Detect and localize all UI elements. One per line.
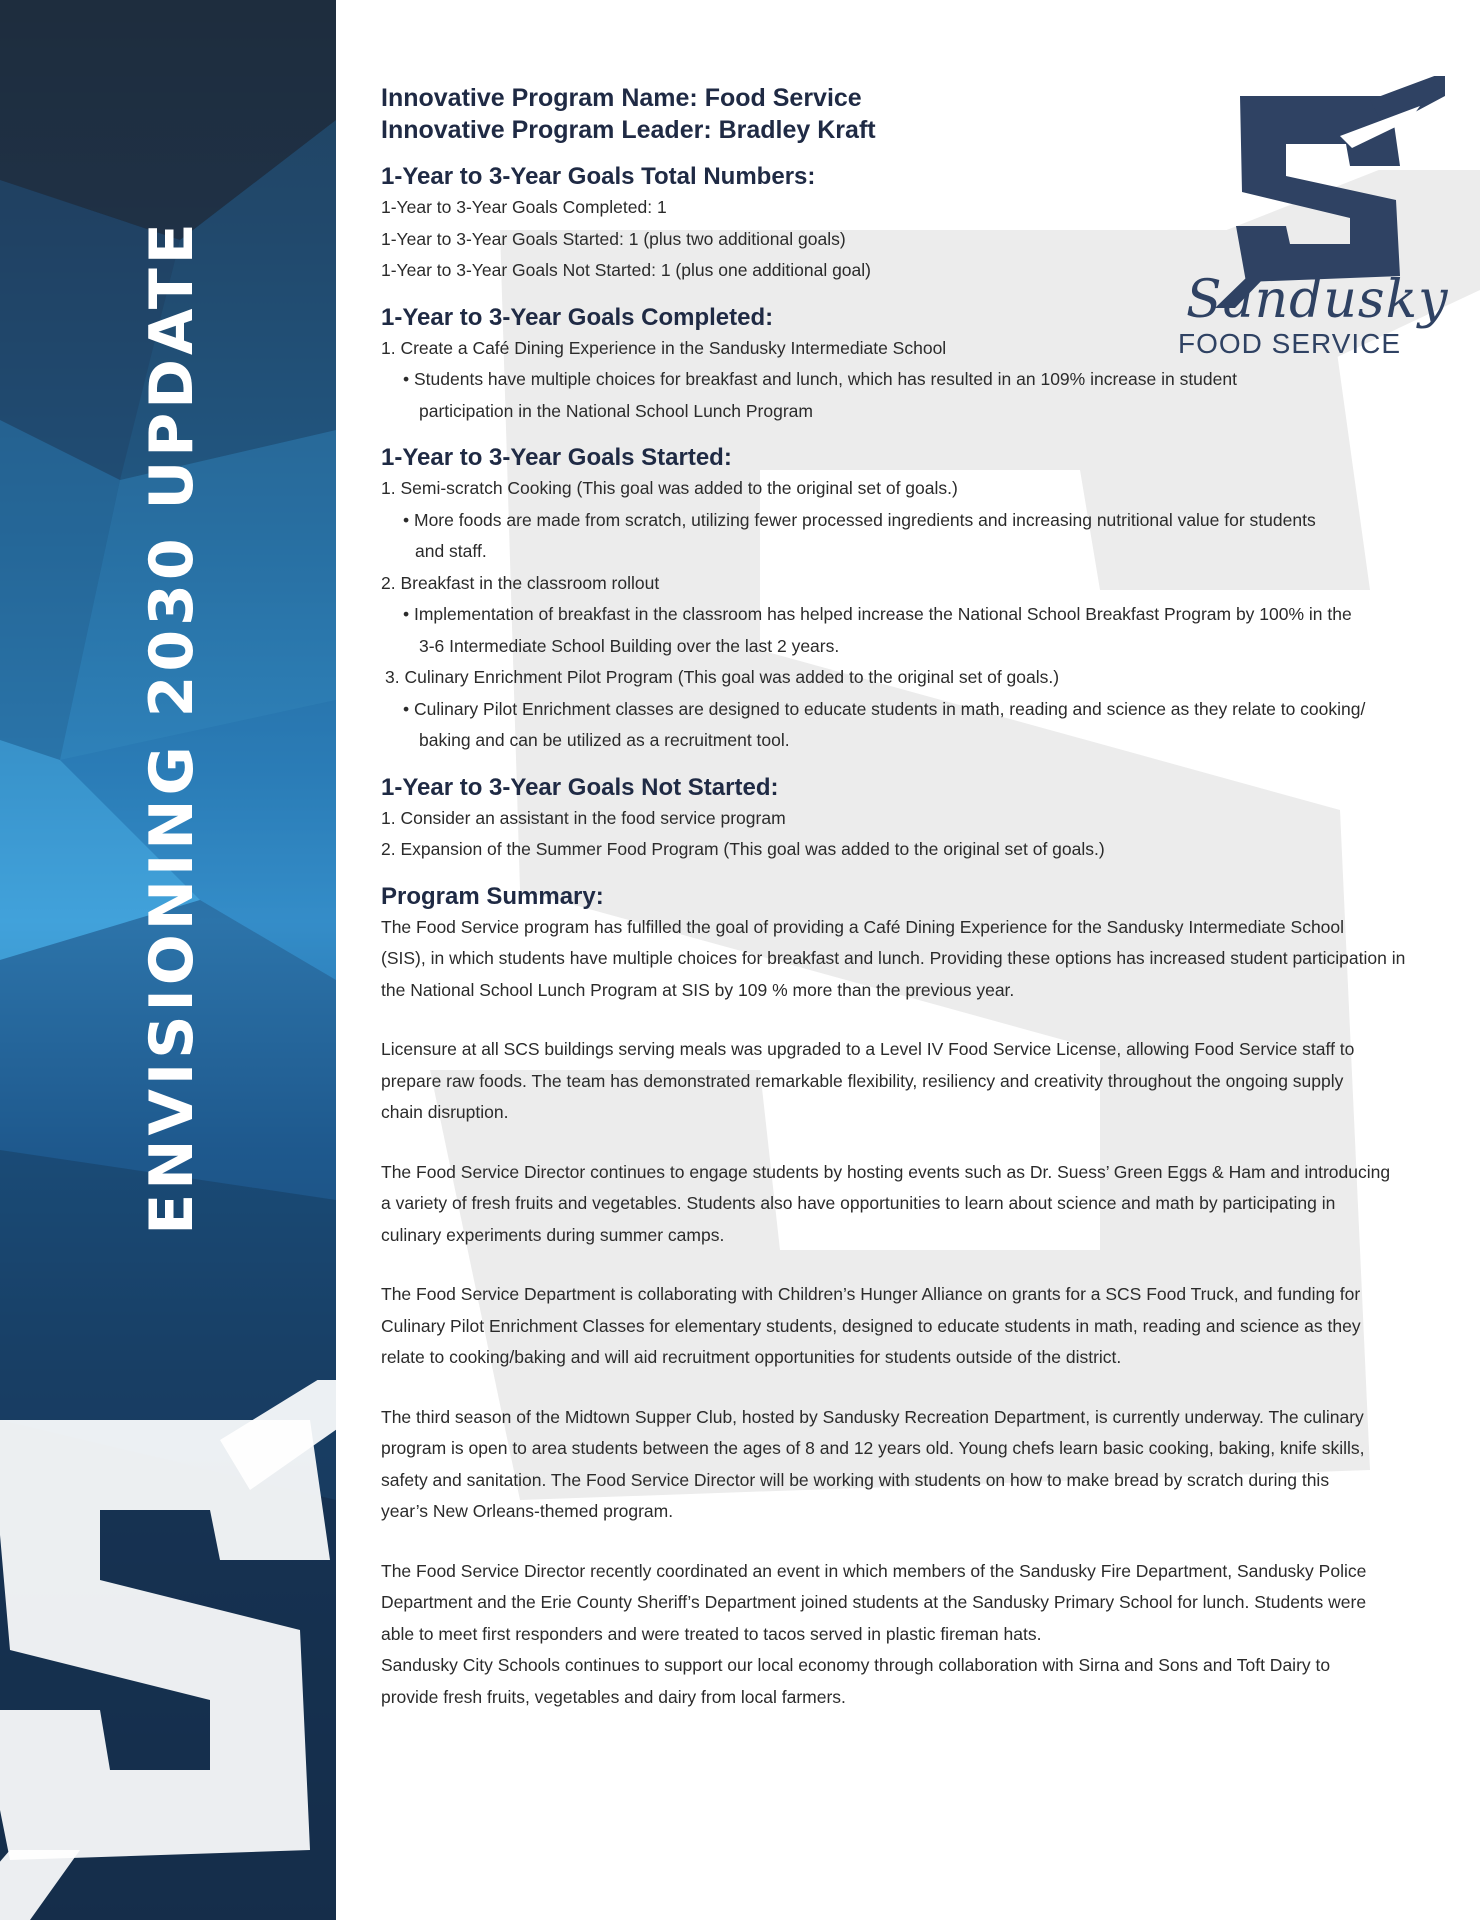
summary-line: The third season of the Midtown Supper Club, hosted by Sandusky Recreation Department, is currently underway. The culinary — [381, 1406, 1364, 1427]
totals-line: 1-Year to 3-Year Goals Not Started: 1 (plus one additional goal) — [381, 260, 871, 280]
completed-bullet-cont: participation in the National School Lunch Program — [419, 400, 813, 421]
summary-line: chain disruption. — [381, 1102, 509, 1122]
summary-line: The Food Service program has fulfilled the goal of providing a Café Dining Experience for the Sandusky Intermediate School — [381, 916, 1345, 937]
logo-script-text: Sandusky — [1186, 270, 1449, 330]
not-started-heading: 1-Year to 3-Year Goals Not Started: — [381, 773, 779, 801]
summary-line: Sandusky City Schools continues to support our local economy through collaboration with Sirna and Sons and Toft Dairy to — [381, 1655, 1331, 1675]
summary-line: The Food Service Director continues to engage students by hosting events such as Dr. Suess’ Green Eggs & Ham and introducing — [381, 1161, 1391, 1182]
sidebar-s-emblem — [0, 1380, 336, 1920]
summary-line: culinary experiments during summer camps. — [381, 1224, 725, 1245]
summary-heading: Program Summary: — [381, 882, 604, 910]
started-bullet-cont: and staff. — [415, 541, 487, 561]
started-bullet: • Implementation of breakfast in the classroom has helped increase the National School Breakfast Program by 100% in the — [403, 604, 1352, 624]
started-bullet-cont: baking and can be utilized as a recruitment tool. — [419, 730, 790, 750]
summary-line: safety and sanitation. The Food Service Director will be working with students on how to make bread by scratch during this — [381, 1469, 1330, 1490]
not-started-item: 1. Consider an assistant in the food service program — [381, 807, 786, 828]
completed-item: 1. Create a Café Dining Experience in the Sandusky Intermediate School — [381, 337, 947, 358]
summary-line: (SIS), in which students have multiple choices for breakfast and lunch. Providing these options has increased student participation in — [381, 948, 1406, 968]
sidebar-title — [130, 135, 214, 1320]
summary-line: year’s New Orleans-themed program. — [381, 1501, 674, 1521]
program-name: Innovative Program Name: Food Service — [381, 84, 862, 112]
started-item: 1. Semi-scratch Cooking (This goal was added to the original set of goals.) — [381, 478, 958, 498]
summary-line: a variety of fresh fruits and vegetables. Students also have opportunities to learn about science and math by participating in — [381, 1193, 1336, 1213]
totals-line: 1-Year to 3-Year Goals Completed: 1 — [381, 197, 667, 217]
not-started-item: 2. Expansion of the Summer Food Program (This goal was added to the original set of goals.) — [381, 839, 1105, 859]
main-content — [381, 82, 1451, 1713]
started-bullet: • More foods are made from scratch, utilizing fewer processed ingredients and increasing nutritional value for students — [403, 509, 1316, 530]
started-item: 2. Breakfast in the classroom rollout — [381, 572, 660, 593]
program-leader: Innovative Program Leader: Bradley Kraft — [381, 116, 876, 144]
summary-line: Licensure at all SCS buildings serving meals was upgraded to a Level IV Food Service License, allowing Food Service staff to — [381, 1039, 1355, 1059]
summary-line: able to meet first responders and were treated to tacos served in plastic fireman hats. — [381, 1623, 1042, 1644]
summary-line: the National School Lunch Program at SIS by 109 % more than the previous year. — [381, 979, 1015, 1000]
completed-bullet: • Students have multiple choices for breakfast and lunch, which has resulted in an 109% increase in student — [403, 369, 1237, 389]
summary-line: Culinary Pilot Enrichment Classes for elementary students, designed to educate students in math, reading and science as they — [381, 1315, 1361, 1336]
logo-subtitle-text: FOOD SERVICE — [1178, 328, 1402, 359]
sidebar-title-text: ENVISIONING 2030 UPDATE — [137, 219, 207, 1235]
summary-line: provide fresh fruits, vegetables and dairy from local farmers. — [381, 1686, 846, 1707]
summary-line: The Food Service Director recently coordinated an event in which members of the Sandusky Fire Department, Sandusky Police — [381, 1560, 1367, 1581]
sidebar-banner — [0, 0, 336, 1920]
totals-heading: 1-Year to 3-Year Goals Total Numbers: — [381, 163, 816, 190]
started-bullet: • Culinary Pilot Enrichment classes are designed to educate students in math, reading and science as they relate to cooking/ — [403, 698, 1366, 719]
summary-line: Department and the Erie County Sheriff’s Department joined students at the Sandusky Primary School for lunch. Students were — [381, 1592, 1367, 1612]
started-bullet-cont: 3-6 Intermediate School Building over the last 2 years. — [419, 635, 840, 656]
started-heading: 1-Year to 3-Year Goals Started: — [381, 444, 732, 471]
summary-line: relate to cooking/baking and will aid recruitment opportunities for students outside of the district. — [381, 1347, 1122, 1367]
totals-line: 1-Year to 3-Year Goals Started: 1 (plus two additional goals) — [381, 228, 846, 249]
started-item: 3. Culinary Enrichment Pilot Program (This goal was added to the original set of goals.) — [385, 667, 1060, 687]
summary-line: prepare raw foods. The team has demonstrated remarkable flexibility, resiliency and creativity throughout the ongoing supply — [381, 1070, 1344, 1091]
summary-line: The Food Service Department is collaborating with Children’s Hunger Alliance on grants for a SCS Food Truck, and funding for — [381, 1284, 1361, 1304]
completed-heading: 1-Year to 3-Year Goals Completed: — [381, 303, 774, 331]
summary-line: program is open to area students between the ages of 8 and 12 years old. Young chefs learn basic cooking, baking, knife skills, — [381, 1438, 1365, 1458]
